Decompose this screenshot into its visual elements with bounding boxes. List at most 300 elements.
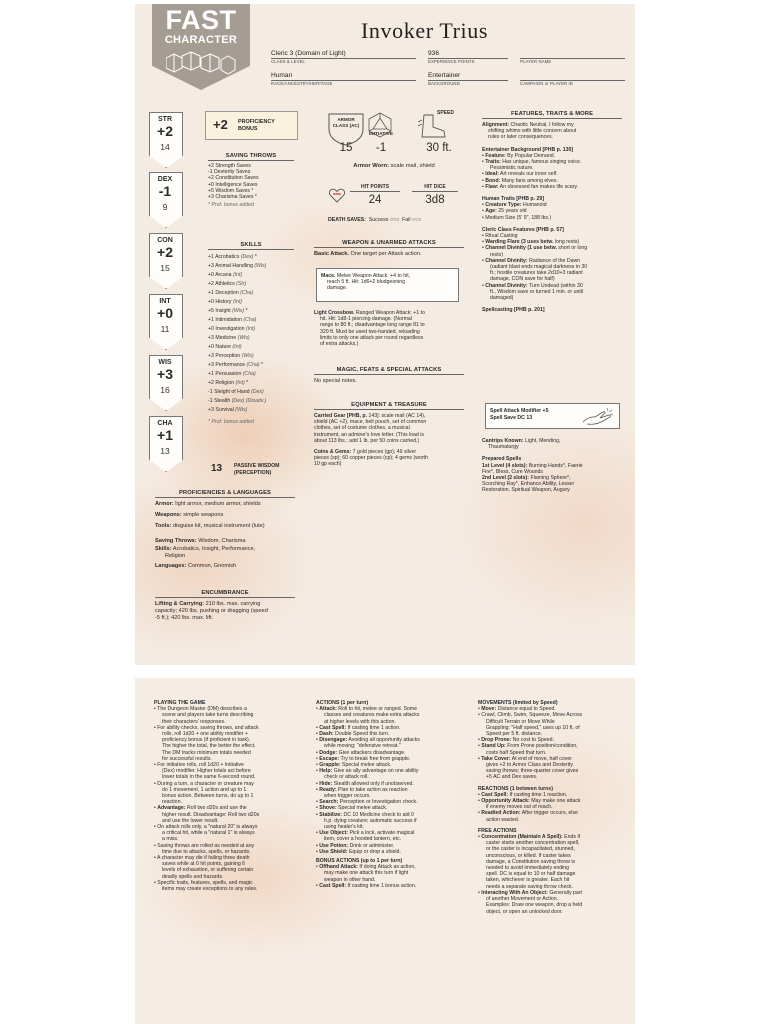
- rule-line: higher result. Disadvantage: Roll two d20s: [162, 811, 260, 818]
- rule-line: damage, a Constitution saving throw is: [486, 858, 576, 865]
- skill-name: Deception: [215, 290, 239, 296]
- dice-icon: [166, 50, 236, 78]
- ability-int: INT +0 11: [149, 294, 181, 348]
- prepared-spells-text: [482, 463, 622, 494]
- saving-throws-section: [208, 153, 294, 208]
- skill-value: +3: [208, 263, 214, 269]
- attack-line: Light Crossbow. Ranged Weapon Attack: +1 to: [314, 310, 425, 316]
- free-actions-title: FREE ACTIONS: [478, 827, 517, 834]
- skill-name: Insight: [215, 308, 231, 314]
- rule-line: • Stabilize: DC 10 Medicine check to aid 0: [316, 811, 414, 818]
- rule-line: • Specific traits, features, spells, and magic: [154, 879, 253, 886]
- skill-row: [208, 298, 294, 307]
- attack-line: range to 80 ft.; disadvantage long range 81 to: [320, 322, 425, 329]
- entertainer-title: Entertainer Background [PHB p. 130]: [482, 146, 574, 153]
- rule-line: spell. DC is equal to 10 or half damage: [486, 871, 576, 878]
- feature-line: • Creature Type: Humanoid: [482, 202, 547, 209]
- skill-value: +1: [208, 290, 214, 296]
- skill-ability: (Wis): [254, 263, 267, 269]
- rule-line: a critical hit, while a "natural 1" is always: [162, 830, 255, 837]
- rule-line: • Cast Spell: If casting time 1 bonus action.: [316, 882, 417, 889]
- coins-line: 10 gp each): [314, 461, 342, 468]
- prepared-spell-line: 1st Level (4 slots): Burning Hands*, Faerie: [482, 462, 583, 469]
- movements-column: [478, 700, 626, 915]
- initiative-value: -1: [375, 142, 387, 154]
- rule-line: • Escape: Try to break free from grapple.: [316, 755, 411, 762]
- skill-ability: (Dex): [251, 389, 264, 395]
- class-level-field: Cleric 3 (Domain of Light) CLASS & LEVEL: [271, 50, 416, 64]
- rule-line: (Dex) modifier. Higher totals act before: [162, 768, 251, 775]
- skill-row: [208, 253, 294, 262]
- attack-line: hit. Hit: 1d8-1 piercing damage. (Normal: [320, 316, 412, 323]
- skill-prof-marker: *: [254, 254, 257, 260]
- rule-line: • Offhand Attack: If doing Attack as action,: [316, 864, 416, 871]
- feature-line: damaged): [490, 295, 514, 302]
- skill-row: [208, 334, 294, 343]
- equipment-line: clothes, set of costume clothes, a musical: [314, 425, 410, 432]
- saving-throws-note: * Prof. bonus added: [208, 202, 254, 209]
- rule-line: levels of exhaustion, or suffering certain: [162, 867, 254, 874]
- armor-worn: Armor Worn: scale mail, shield: [353, 163, 435, 169]
- skill-ability: (Wis): [241, 353, 254, 359]
- rule-line: when trigger occurs.: [324, 793, 371, 800]
- attack-line: reach 5 ft. Hit: 1d6+2 bludgeoning: [327, 279, 406, 286]
- rule-line: at higher levels with this action.: [324, 718, 396, 725]
- hp-value: 24: [368, 194, 382, 206]
- skill-value: +0: [208, 272, 214, 278]
- saving-throws-title: SAVING THROWS: [225, 153, 277, 159]
- rule-line: • Shove: Special melee attack.: [316, 805, 388, 812]
- feature-line: • Medium Size (5' 9", 188 lbs.): [482, 214, 552, 221]
- skill-name: History: [215, 299, 232, 305]
- playing-the-game-text: [154, 706, 302, 892]
- ac-label: ARMOR CLASS (AC): [332, 117, 360, 128]
- prepared-spell-line: Fire*, Bless, Cure Wounds: [482, 468, 544, 475]
- skill-ability: (Int): [232, 299, 243, 305]
- skills-section: [208, 242, 294, 425]
- skill-value: +2: [208, 380, 214, 386]
- race-field: Human RACE/ANCESTRY/HERITAGE: [271, 72, 416, 86]
- rule-line: • Saving throws are rolled as needed at any: [154, 842, 255, 849]
- feature-line: Pessimistic nature.: [490, 165, 534, 172]
- feature-line: ft.; hostile creatures take 2d10+3 radiant: [490, 270, 583, 277]
- mace-attack-text: [317, 269, 458, 292]
- skill-row: [208, 316, 294, 325]
- cleric-features-title: Cleric Class Features [PHB p. 57]: [482, 226, 564, 233]
- feature-line: (radiant blast ends magical darkness in 30: [490, 264, 588, 271]
- prepared-spell-line: Restoration, Spiritual Weapon, Augury: [482, 487, 570, 494]
- rule-line: • Crawl, Climb, Swim, Squeeze, Move Across: [478, 712, 583, 719]
- spell-save-dc: Spell Save DC 13: [490, 415, 533, 422]
- coins-text: [314, 449, 464, 468]
- attack-line: 320 ft. Must be used two-handed, reloading: [320, 328, 420, 335]
- rule-line: • Interacting With An Object: Generally part: [478, 889, 582, 896]
- attacks-section: WEAPON & UNARMED ATTACKS Basic Attack. One target per Attack action.: [314, 240, 464, 258]
- skill-ability: (Dex): [240, 254, 254, 260]
- passive-wisdom-label: PASSIVE WISDOM (PERCEPTION): [234, 463, 280, 476]
- actions-text: [316, 706, 464, 855]
- rule-line: proficiency bonus (if proficient in task).: [162, 737, 251, 744]
- casting-hand-icon: [581, 406, 615, 426]
- rule-line: taken, whichever is greater. Each hit: [486, 877, 570, 884]
- skill-row: [208, 307, 294, 316]
- prepared-spells-title: Prepared Spells: [482, 456, 522, 463]
- feature-line: • Flaw: An obsessed fan makes life scary.: [482, 183, 579, 190]
- features-section: [482, 111, 622, 313]
- rule-line: their characters' responses.: [162, 718, 226, 725]
- rule-line: needed to avoid immediately ending: [486, 865, 570, 872]
- rule-line: The higher the total, the better the effect.: [162, 743, 256, 750]
- saving-throw-item: -1 Dexterity Saves: [208, 169, 251, 176]
- feature-line: • Channel Divinity: Turn Undead (within 30: [482, 282, 583, 289]
- rule-line: • Stand Up: From Prone position/condition,: [478, 743, 578, 750]
- ac-value: 15: [339, 142, 353, 154]
- rule-line: • Search: Perception or Investigation check.: [316, 799, 418, 806]
- rule-line: • Use Shield: Equip or drop a shield.: [316, 848, 401, 855]
- character-sheet-page: [135, 4, 635, 665]
- ability-con: CON +2 15: [149, 233, 181, 287]
- rule-line: using healer's kit.: [324, 824, 364, 831]
- feature-line: • Channel Divinity: Radiance of the Dawn: [482, 257, 581, 264]
- rule-line: caster starts another concentration spell,: [486, 840, 580, 847]
- bonus-actions-title: BONUS ACTIONS (up to 1 per turn): [316, 858, 403, 865]
- rule-line: classes and creatures make extra attacks: [324, 712, 420, 719]
- skill-row: [208, 262, 294, 271]
- skill-ability: (Str): [236, 281, 247, 287]
- rule-line: if enemy moves out of reach.: [486, 804, 553, 811]
- rule-line: object, or open an unlocked door.: [486, 908, 563, 915]
- rule-line: • Cast Spell: If casting time 1 action.: [316, 724, 401, 731]
- rule-line: bonus action. Between turns, do up to 1: [162, 793, 254, 800]
- rule-line: • Concentration (Maintain A Spell): Ends if: [478, 834, 581, 841]
- rule-line: reaction.: [162, 799, 182, 806]
- skill-ability: (Dex) (Disadv.): [231, 398, 267, 404]
- rule-line: • Use Potion: Drink or administer.: [316, 842, 395, 849]
- skill-value: +1: [208, 317, 214, 323]
- feature-line: • Warding Flare (3 uses betw. long rests): [482, 239, 580, 246]
- movements-text: [478, 706, 626, 780]
- rule-line: h.p. dying creature; automatic success if: [324, 817, 417, 824]
- skill-value: -1: [208, 389, 213, 395]
- rule-line: lower totals in the same 6-second round.: [162, 774, 256, 781]
- skill-ability: (Int): [235, 380, 245, 386]
- movements-title: MOVEMENTS (limited by Speed): [478, 700, 558, 706]
- rule-line: • The Dungeon Master (DM) describes a: [154, 706, 247, 713]
- skill-row: [208, 343, 294, 352]
- experience-field: 936 EXPERIENCE POINTS: [428, 50, 508, 64]
- skill-name: Perception: [215, 353, 241, 359]
- rule-line: and use the lower result.: [162, 817, 219, 824]
- encumbrance-section: ENCUMBRANCE Lifting & Carrying: 210 lbs. max. carrying capacity; 420 lbs. pushing or dragging (speed -5 ft.); 420 lbs. max. lift.: [155, 590, 295, 622]
- skill-name: Investigation: [215, 326, 245, 332]
- rule-line: or the caster is incapacitated, stunned,: [486, 846, 575, 853]
- attack-line: Mace. Melee Weapon Attack: +4 to hit,: [321, 273, 411, 279]
- background-field: Entertainer BACKGROUND: [428, 72, 508, 86]
- skill-ability: (Wis): [232, 308, 245, 314]
- attack-line: damage.: [327, 285, 348, 292]
- rule-line: item, cover a hooded lantern, etc.: [324, 836, 401, 843]
- attacks-title: WEAPON & UNARMED ATTACKS: [342, 240, 436, 246]
- death-save-success-circles[interactable]: ○○○: [389, 217, 400, 223]
- skill-ability: (Wis): [237, 335, 250, 341]
- skill-name: Performance: [215, 362, 246, 368]
- feature-line: • Ideal: Art reveals our inner self.: [482, 171, 558, 178]
- cantrips-text: [482, 438, 622, 450]
- skill-value: +5: [208, 308, 214, 314]
- feature-line: • Feature: By Popular Demand.: [482, 152, 556, 159]
- boot-icon: [418, 112, 448, 145]
- rule-line: action wasted.: [486, 816, 520, 823]
- reactions-title: REACTIONS (1 between turns): [478, 785, 553, 792]
- alignment-line: rules or later consequences.: [488, 134, 554, 141]
- spell-stats-box: [485, 403, 620, 429]
- skill-name: Religion: [215, 380, 235, 386]
- speed-value: 30 ft.: [426, 142, 452, 154]
- skill-ability: (Int): [232, 272, 243, 278]
- coins-line: Coins & Gems: 7 gold pieces (gp); 49 silver: [314, 449, 417, 456]
- hit-dice-value: 3d8: [425, 194, 445, 206]
- skill-ability: (Cha): [240, 290, 254, 296]
- hit-dice-label: HIT DICE: [424, 184, 446, 190]
- rule-line: • Cast Spell: If casting time 1 reaction.: [478, 791, 568, 798]
- skill-value: +3: [208, 353, 214, 359]
- ability-str: STR +2 14: [149, 112, 181, 166]
- ability-dex: DEX -1 9: [149, 172, 181, 226]
- rule-line: deadly spells and hazards.: [162, 873, 224, 880]
- rule-line: • Drop Prone: No cost to Speed.: [478, 737, 554, 744]
- skill-name: Acrobatics: [215, 254, 240, 260]
- playing-the-game-column: [154, 700, 302, 892]
- rule-line: saving throws; three-quarter cover gives: [486, 768, 579, 775]
- skill-name: Athletics: [215, 281, 235, 287]
- saving-throw-item: +3 Charisma Saves *: [208, 194, 257, 201]
- skills-title: SKILLS: [240, 242, 262, 248]
- cantrip-line: Thaumaturgy: [488, 444, 519, 451]
- rule-line: unconscious, or killed. If caster takes: [486, 852, 571, 859]
- rule-line: • Move: Distance equal to Speed.: [478, 706, 556, 713]
- rule-line: costs half Speed that turn.: [486, 749, 547, 756]
- banner-title: FAST: [165, 5, 237, 35]
- rule-line: • Dodge: Give attackers disadvantage.: [316, 749, 406, 756]
- rule-line: rolls, roll 1d20 + one ability modifier +: [162, 731, 248, 738]
- rule-line: of another Movement or Action.: [486, 896, 559, 903]
- skill-row: [208, 271, 294, 280]
- feature-line: • Bond: Many fans among elves.: [482, 177, 558, 184]
- features-title: FEATURES, TRAITS & MORE: [510, 111, 594, 117]
- ability-cha: CHA +1 13: [149, 416, 181, 470]
- hp-label: HIT POINTS: [360, 184, 390, 190]
- prepared-spell-line: 2nd Level (2 slots): Flaming Sphere*,: [482, 475, 571, 482]
- alignment-text: [482, 122, 622, 141]
- rule-line: Grappling: "Half speed," uses up 10 ft. of: [486, 724, 580, 731]
- proficiency-label: PROFICIENCY BONUS: [238, 119, 275, 132]
- rules-reference-page: [135, 678, 635, 1024]
- skill-prof-marker: *: [246, 380, 249, 386]
- skill-value: +3: [208, 335, 214, 341]
- feature-line: • Ritual Casting: [482, 233, 518, 240]
- skills-note: * Prof. bonus added: [208, 419, 254, 425]
- player-name-field: PLAYER NAME: [520, 50, 625, 64]
- skill-row: [208, 289, 294, 298]
- skill-row: [208, 280, 294, 289]
- playing-the-game-title: PLAYING THE GAME: [154, 700, 206, 706]
- attack-line: limits to only one attack per round regardless: [320, 334, 424, 341]
- proficiencies-title: PROFICIENCIES & LANGUAGES: [178, 490, 272, 496]
- saving-throw-item: +2 Strength Saves: [208, 163, 251, 169]
- equipment-line: instrument, an admirer's love letter. (This load is: [314, 431, 424, 438]
- rule-line: Speed per 5 ft. distance.: [486, 731, 543, 738]
- attack-line: of extra attacks.): [320, 341, 359, 348]
- rule-line: scene and players take turns describing: [162, 712, 254, 719]
- character-name: Invoker Trius: [361, 18, 488, 43]
- skill-row: [208, 370, 294, 379]
- rule-line: • Hide: Stealth allowed only if unobserved.: [316, 780, 414, 787]
- rule-line: Difficult Terrain or Move While: [486, 718, 555, 725]
- rule-line: The DM tracks minimum totals needed: [162, 749, 251, 756]
- alignment-line: shifting whims with little concern about: [488, 128, 577, 135]
- rule-line: • Opportunity Attack: May make one attack: [478, 798, 581, 805]
- spellcasting-title: Spellcasting [PHB p. 201]: [482, 307, 545, 314]
- rule-line: • For initiative rolls, roll 1d20 + Initiative: [154, 762, 244, 769]
- death-save-fail-circles[interactable]: ○○○: [411, 217, 422, 223]
- actions-column: [316, 700, 464, 889]
- rule-line: while moving; "defensive retreat.": [324, 743, 401, 750]
- skills-list: [208, 253, 294, 415]
- skill-value: +3: [208, 407, 214, 413]
- human-traits-text: [482, 202, 622, 221]
- coins-line: pieces (sp); 60 copper pieces (cp); 4 gems (worth: [314, 455, 428, 462]
- rule-line: items may create exceptions to any rules.: [162, 886, 258, 893]
- rule-line: • For ability checks, saving throws, and attack: [154, 724, 259, 731]
- campaign-field: CAMPAIGN or PLAYER ID: [520, 72, 625, 86]
- entertainer-text: [482, 153, 622, 190]
- skill-name: Nature: [215, 344, 231, 350]
- spell-attack-modifier: Spell Attack Modifier +5: [490, 408, 549, 414]
- rule-line: • On attack rolls only, a "natural 20" is always: [154, 824, 258, 831]
- heart-icon: [329, 188, 345, 208]
- skill-value: +3: [208, 362, 214, 368]
- feature-line: • Channel Divinity (1 use betw. short or long: [482, 245, 588, 252]
- skill-value: +1: [208, 254, 214, 260]
- rule-line: • During a turn, a character or creature may: [154, 780, 254, 787]
- skill-value: +0: [208, 299, 214, 305]
- rule-line: time due to attacks, spells, or hazards.: [162, 848, 251, 855]
- rule-line: weapon in other hand.: [324, 876, 376, 883]
- alignment-line: Alignment: Chaotic Neutral. I follow my: [482, 122, 574, 128]
- rule-line: saves while at 0 hit points, gaining 6: [162, 861, 246, 868]
- rule-line: • Dash: Double Speed this turn.: [316, 731, 390, 738]
- skill-name: Arcana: [215, 272, 232, 278]
- rule-line: for successful results.: [162, 755, 212, 762]
- skill-name: Sleight of Hand: [214, 389, 250, 395]
- skill-value: +2: [208, 281, 214, 287]
- cantrip-line: Cantrips Known: Light, Mending,: [482, 438, 561, 444]
- rule-line: may make one attack this turn if light: [324, 870, 409, 877]
- rule-line: • Grapple: Special melee attack.: [316, 762, 392, 769]
- rule-line: • Ready: Plan to take action as reaction: [316, 786, 408, 793]
- rule-line: Examples: Draw one weapon, drop a held: [486, 902, 583, 909]
- rule-line: check or attack roll.: [324, 774, 369, 781]
- rule-line: a miss.: [162, 836, 179, 843]
- skill-ability: (Cha): [243, 317, 257, 323]
- skill-ability: (Cha): [242, 371, 256, 377]
- feature-line: damage, CON save for half): [490, 276, 555, 283]
- reactions-text: [478, 792, 626, 823]
- cleric-features-text: [482, 233, 622, 301]
- skill-row: [208, 325, 294, 334]
- human-traits-title: Human Traits [PHB p. 29]: [482, 196, 544, 203]
- saving-throws-list: [208, 163, 294, 200]
- death-saves: DEATH SAVES: Success ○○○ Fail ○○○: [328, 217, 422, 223]
- spells-section: [482, 438, 622, 494]
- skill-name: Medicine: [215, 335, 237, 341]
- saving-throw-item: +5 Wisdom Saves *: [208, 187, 254, 194]
- skill-value: +1: [208, 371, 214, 377]
- skill-value: -1: [208, 398, 213, 404]
- skill-name: Animal Handling: [215, 263, 253, 269]
- crossbow-attack-text: [314, 310, 464, 347]
- saving-throw-item: +0 Intelligence Saves: [208, 181, 258, 188]
- rule-line: • Advantage: Roll two d20s and use the: [154, 805, 247, 812]
- d20-icon: [367, 112, 393, 143]
- skill-row: [208, 379, 294, 388]
- speed-label: SPEED: [437, 110, 454, 116]
- skill-name: Survival: [215, 407, 234, 413]
- skill-name: Intimidation: [215, 317, 242, 323]
- skill-value: +0: [208, 344, 214, 350]
- skill-prof-marker: *: [260, 362, 263, 368]
- proficiency-bonus-box: [205, 111, 298, 140]
- encumbrance-title: ENCUMBRANCE: [201, 590, 249, 596]
- skill-row: [208, 388, 294, 397]
- rule-line: do 1 movement, 1 action and up to 1: [162, 786, 247, 793]
- rule-line: gives +2 to Armor Class and Dexterity: [486, 762, 573, 769]
- rule-line: • Attack: Roll to hit, melee or ranged. Some: [316, 706, 418, 713]
- proficiencies-section: PROFICIENCIES & LANGUAGES Armor: light armor, medium armor, shields Weapons: simple weapons Tools: disguise kit, musical instrument (lute) Saving Throws: Wisdom, Charisma Skills: Acrobatics, Insight, Performance, Religion Languages: Common, Gnomish: [155, 490, 295, 570]
- rule-line: • Readied Action: After trigger occurs, else: [478, 810, 578, 817]
- magic-title: MAGIC, FEATS & SPECIAL ATTACKS: [336, 367, 442, 373]
- rule-line: • Disengage: Avoiding all opportunity attacks: [316, 737, 420, 744]
- skill-ability: (Cha): [246, 362, 260, 368]
- banner-subtitle: CHARACTER: [164, 34, 238, 46]
- ability-wis: WIS +3 16: [149, 355, 181, 409]
- skill-row: [208, 361, 294, 370]
- fast-character-banner: [152, 4, 250, 90]
- equipment-title: EQUIPMENT & TREASURE: [351, 402, 427, 408]
- rule-line: +5 AC and Dex saves.: [486, 774, 538, 781]
- equipment-text: [314, 413, 464, 444]
- rule-line: • Help: Give an ally advantage on one ability: [316, 768, 419, 775]
- feature-line: • Age: 25 years old: [482, 208, 527, 215]
- skill-value: +0: [208, 326, 214, 332]
- feature-line: ft., Wisdom save or turned 1 min. or until: [490, 288, 584, 295]
- skill-row: [208, 397, 294, 406]
- skill-name: Persuasion: [215, 371, 242, 377]
- feature-line: • Traits: Has unique, famous singing voice.: [482, 159, 582, 166]
- equipment-line: about 113 lbs.; add 1 lb. per 50 coins carried.): [314, 437, 420, 444]
- skill-ability: (Int): [245, 326, 256, 332]
- initiative-label: INITIATIVE: [368, 132, 394, 137]
- skill-row: [208, 406, 294, 415]
- free-actions-text: [478, 834, 626, 915]
- proficiency-value: +2: [213, 117, 228, 132]
- feature-line: rests): [490, 251, 503, 258]
- prepared-spell-line: Scorching Ray*, Enhance Ability, Lesser: [482, 481, 575, 488]
- rule-line: needs a separate saving throw check.: [486, 883, 574, 890]
- mace-attack-box: [316, 268, 459, 302]
- bonus-actions-text: [316, 864, 464, 889]
- skill-prof-marker: *: [245, 308, 248, 314]
